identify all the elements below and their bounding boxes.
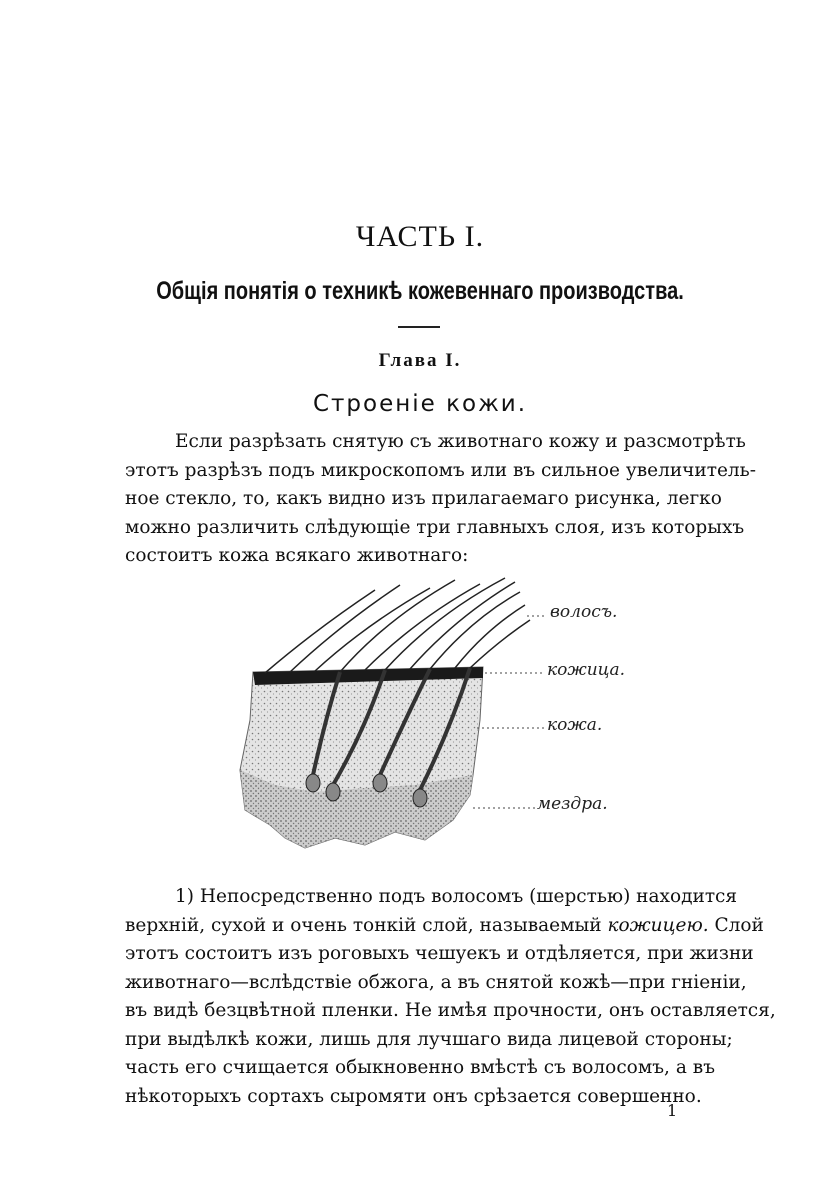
paragraph-line: въ видѣ безцвѣтной пленки. Не имѣя прочности, онъ оставляется,: [125, 1000, 776, 1021]
intro-paragraph: [125, 428, 756, 571]
text-segment: верхній, сухой и очень тонкій слой, называемый: [125, 914, 608, 936]
paragraph-line: при выдѣлкѣ кожи, лишь для лучшаго вида лицевой стороны;: [125, 1028, 733, 1050]
paragraph-line: этотъ разрѣзъ подъ микроскопомъ или въ сильное увеличитель-: [125, 459, 756, 481]
label-epidermis: кожица.: [547, 660, 626, 680]
skin-cross-section-figure: [215, 570, 635, 860]
paragraph-line: Если разрѣзать снятую съ животнаго кожу и разсмотрѣть: [175, 431, 746, 452]
part-title: ЧАСТЬ I.: [355, 220, 485, 253]
paragraph-line: нѣкоторыхъ сортахъ сыромяти онъ срѣзается совершенно.: [125, 1085, 702, 1107]
paragraph-line: этотъ состоитъ изъ роговыхъ чешуекъ и отдѣляется, при жизни: [125, 943, 754, 964]
paragraph-line: можно различить слѣдующіе три главныхъ слоя, изъ которыхъ: [125, 516, 745, 538]
paragraph-line: животнаго—вслѣдствіе обжога, а въ снятой кожѣ—при гніеніи,: [125, 971, 747, 993]
chapter-title: Строеніе кожи.: [312, 391, 528, 417]
divider-rule: [398, 326, 440, 328]
layer-description-paragraph: [125, 883, 776, 1111]
label-skin: кожа.: [547, 715, 603, 735]
paragraph-line: ное стекло, то, какъ видно изъ прилагаемаго рисунка, легко: [125, 488, 722, 509]
paragraph-line: [125, 912, 764, 941]
paragraph-line: часть его счищается обыкновенно вмѣстѣ съ волосомъ, а въ: [125, 1057, 715, 1078]
paragraph-line: 1) Непосредственно подъ волосомъ (шерстью) находится: [175, 886, 738, 907]
paragraph-line: состоитъ кожа всякаго животнаго:: [125, 545, 469, 566]
label-hair: волосъ.: [550, 602, 618, 622]
emphasized-term: кожицею.: [607, 914, 709, 936]
label-flesh: мездра.: [537, 794, 608, 814]
part-subtitle: Общія понятія о техникѣ кожевеннаго производства.: [156, 277, 684, 305]
text-segment: Слой: [708, 914, 764, 936]
chapter-heading: Глава I.: [378, 350, 462, 371]
page-number: 1: [667, 1101, 678, 1120]
